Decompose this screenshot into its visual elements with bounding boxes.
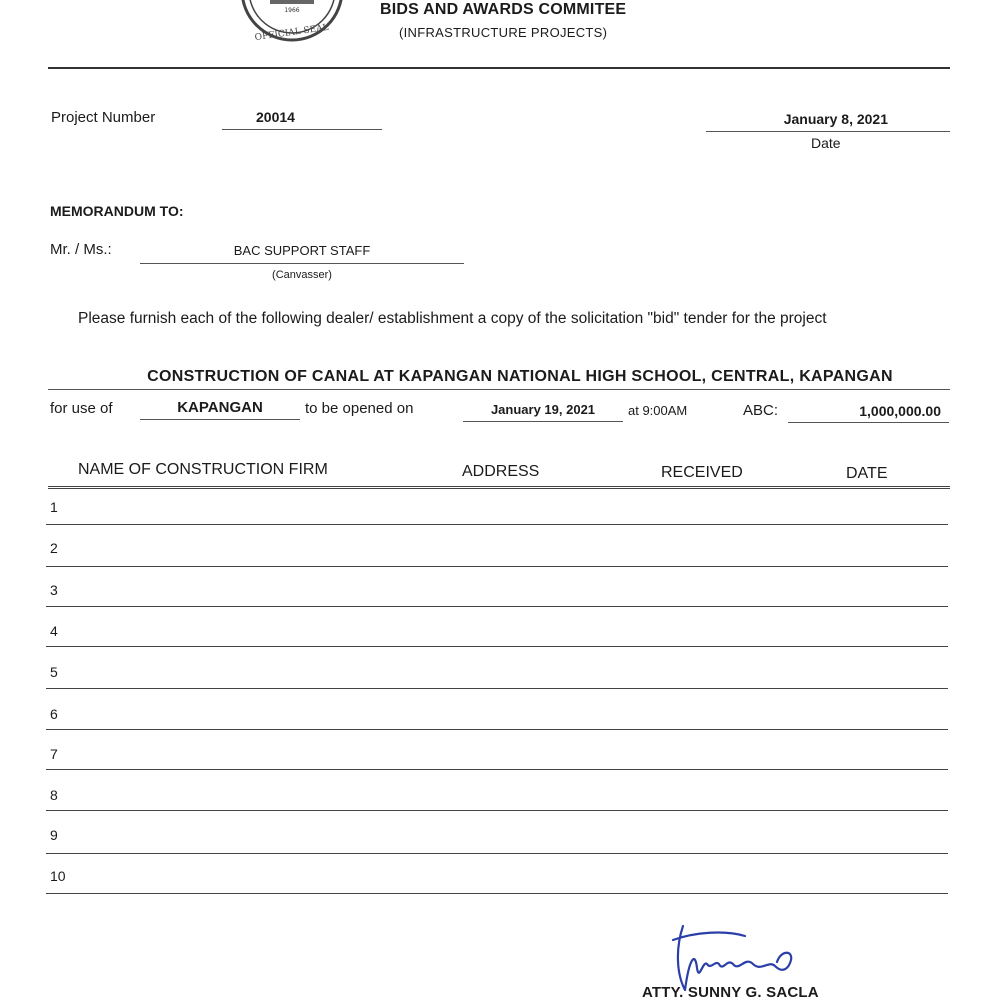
abc-label: ABC: (743, 402, 779, 419)
table-row-number: 9 (50, 827, 58, 843)
table-row-line (46, 524, 948, 525)
recipient-value: BAC SUPPORT STAFF (140, 243, 464, 264)
committee-subtitle: (INFRASTRUCTURE PROJECTS) (399, 25, 608, 40)
table-row-line (46, 646, 948, 647)
table-row-line (46, 606, 948, 607)
table-row-line (46, 853, 948, 854)
recipient-role: (Canvasser) (272, 269, 332, 281)
table-row-line (46, 810, 948, 811)
table-row-line (46, 729, 948, 730)
column-header-received: RECEIVED (661, 464, 743, 481)
opened-on-value: January 19, 2021 (463, 402, 623, 422)
signatory-name: ATTY. SUNNY G. SACLA (642, 984, 819, 1001)
for-use-value: KAPANGAN (140, 399, 300, 420)
project-number-label: Project Number (51, 109, 156, 126)
table-row-number: 8 (50, 787, 58, 803)
committee-title: BIDS AND AWARDS COMMITEE (380, 1, 627, 18)
table-row-number: 4 (50, 623, 58, 639)
column-header-address: ADDRESS (462, 463, 540, 480)
project-title-underline (48, 389, 950, 390)
table-row-number: 7 (50, 746, 58, 762)
official-seal-logo (232, 0, 352, 44)
table-row-line (46, 688, 948, 689)
memo-date-value: January 8, 2021 (706, 111, 950, 132)
memo-date-label: Date (811, 135, 841, 151)
svg-text:1966: 1966 (284, 7, 300, 14)
opening-time: at 9:00AM (628, 403, 688, 418)
table-row-number: 1 (50, 499, 58, 515)
table-row-number: 6 (50, 706, 58, 722)
for-use-label: for use of (50, 400, 113, 417)
instruction-text: Please furnish each of the following dealer/ establishment a copy of the solicitation "bid" tender for the project (78, 310, 827, 327)
memorandum-heading: MEMORANDUM TO: (50, 203, 184, 219)
header-divider (48, 67, 950, 69)
abc-value: 1,000,000.00 (788, 403, 949, 423)
table-row-number: 3 (50, 582, 58, 598)
table-row-number: 2 (50, 540, 58, 556)
table-row-line (46, 893, 948, 894)
table-header-divider (48, 486, 950, 489)
opened-on-label: to be opened on (305, 400, 414, 417)
salutation-label: Mr. / Ms.: (50, 241, 112, 258)
svg-text:OFFICIAL SEAL: OFFICIAL SEAL (254, 22, 330, 44)
table-row-line (46, 566, 948, 567)
table-row-number: 10 (50, 868, 66, 884)
project-title: CONSTRUCTION OF CANAL AT KAPANGAN NATIONAL HIGH SCHOOL, CENTRAL, KAPANGAN (147, 368, 893, 385)
table-row-line (46, 769, 948, 770)
project-number-value: 20014 (222, 109, 382, 130)
column-header-firm: NAME OF CONSTRUCTION FIRM (78, 461, 328, 478)
column-header-date: DATE (846, 465, 888, 482)
table-row-number: 5 (50, 664, 58, 680)
